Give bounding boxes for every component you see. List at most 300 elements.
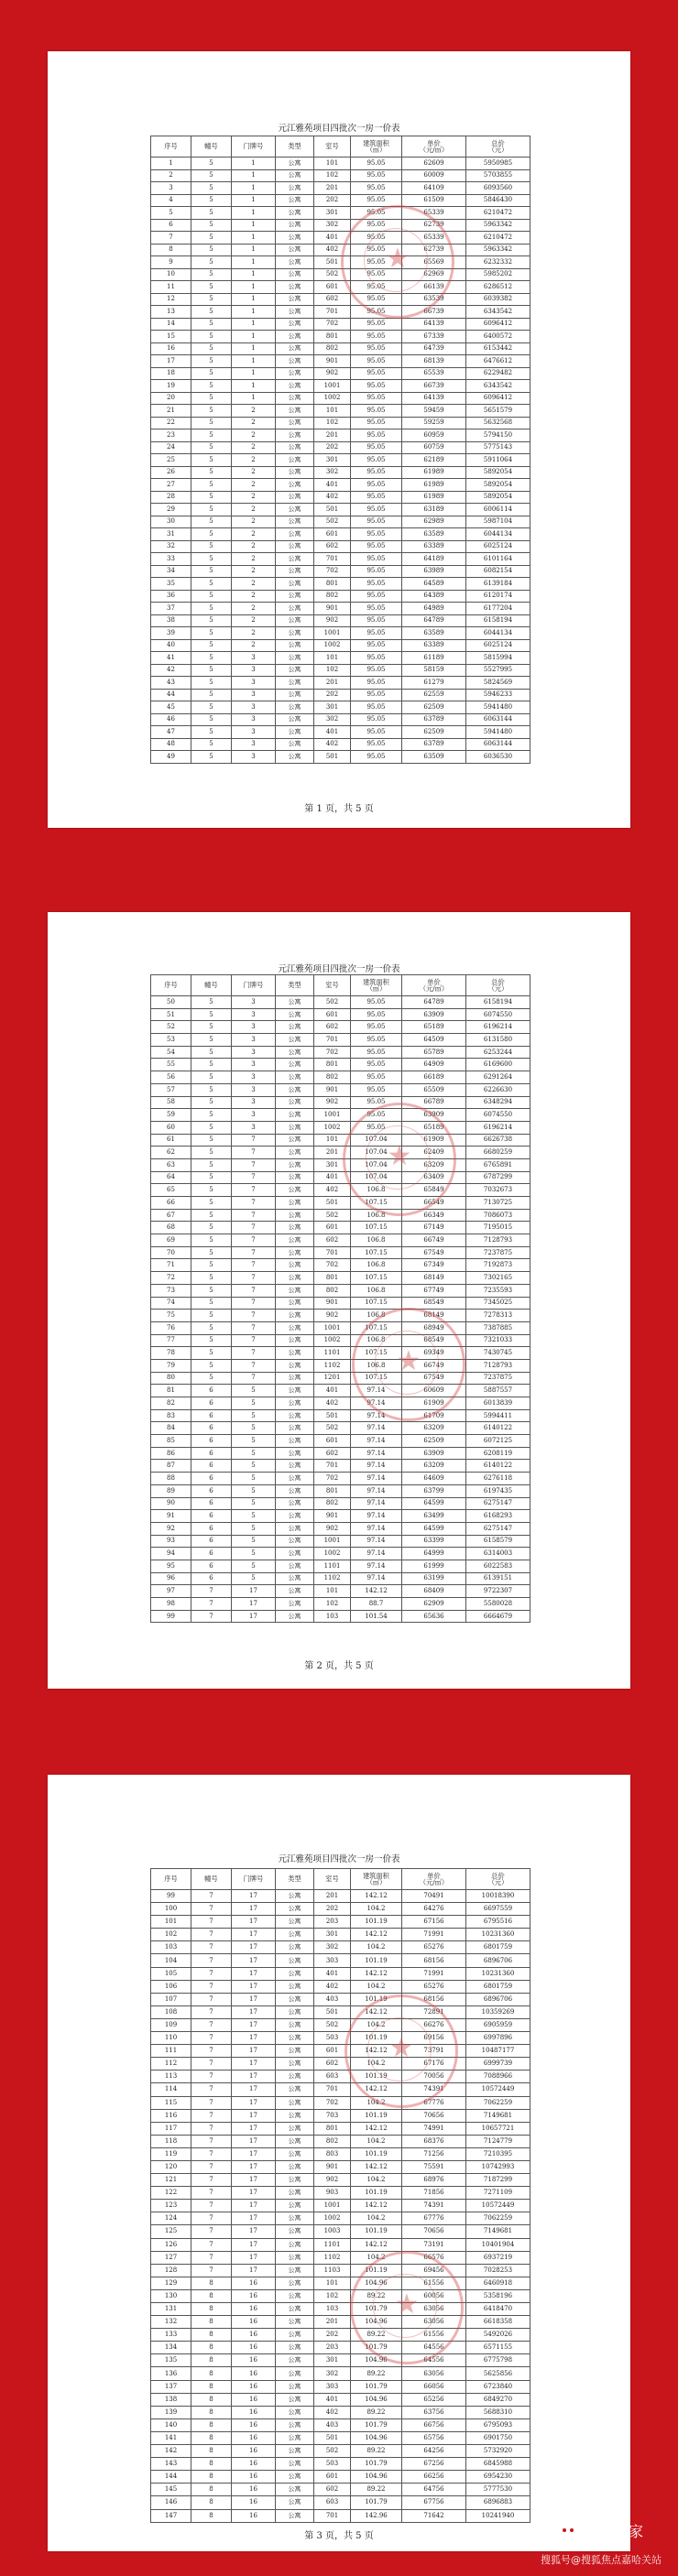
table-cell: 63909 (402, 1109, 466, 1122)
table-cell: 16 (232, 2316, 276, 2329)
official-seal-stamp: ★ (352, 1308, 465, 1421)
table-cell: 801 (314, 578, 351, 591)
table-cell: 7 (191, 2135, 232, 2147)
table-cell: 1103 (314, 2264, 351, 2277)
table-cell: 5775143 (466, 441, 530, 454)
table-cell: 7 (191, 1941, 232, 1954)
table-cell: 7 (191, 1993, 232, 2005)
table-cell: 95.05 (351, 454, 402, 467)
table-row (151, 1347, 530, 1360)
table-cell: 公寓 (276, 2005, 314, 2018)
table-cell: 63589 (402, 627, 466, 640)
table-cell: 502 (314, 2445, 351, 2458)
column-header: 建筑面积 （㎡） (351, 1869, 402, 1890)
table-cell: 101 (314, 1585, 351, 1598)
table-cell: 16 (232, 2471, 276, 2484)
table-cell: 公寓 (276, 2303, 314, 2316)
table-cell: 9 (151, 256, 191, 269)
table-cell: 7 (232, 1171, 276, 1184)
table-cell: 6460918 (466, 2277, 530, 2289)
table-cell: 23 (151, 429, 191, 442)
table-cell: 65849 (402, 1184, 466, 1197)
table-cell: 5777530 (466, 2484, 530, 2496)
table-cell: 66256 (402, 2471, 466, 2484)
table-cell: 5911064 (466, 454, 530, 467)
table-cell: 公寓 (276, 1535, 314, 1548)
table-cell: 95.05 (351, 158, 402, 170)
table-row (151, 454, 530, 467)
column-header: 总价 （元） (466, 1869, 530, 1890)
table-cell: 6074550 (466, 1008, 530, 1021)
table-cell: 6158194 (466, 996, 530, 1009)
table-cell: 公寓 (276, 1497, 314, 1510)
table-cell: 6063144 (466, 738, 530, 751)
table-cell: 101 (151, 1916, 191, 1929)
table-cell: 公寓 (276, 1046, 314, 1059)
table-cell: 5 (191, 194, 232, 207)
table-row (151, 2342, 530, 2354)
table-cell: 95.05 (351, 342, 402, 355)
table-row (151, 1071, 530, 1084)
table-cell: 13 (151, 306, 191, 319)
table-cell: 5688310 (466, 2406, 530, 2418)
table-cell: 104.2 (351, 2135, 402, 2147)
table-row (151, 1497, 530, 1510)
table-cell: 66349 (402, 1209, 466, 1222)
table-cell: 1 (232, 380, 276, 393)
table-cell: 501 (314, 504, 351, 516)
table-cell: 106.8 (351, 1334, 402, 1347)
table-row (151, 1980, 530, 1993)
table-cell: 91 (151, 1510, 191, 1523)
table-cell: 6664679 (466, 1610, 530, 1623)
table-cell: 72 (151, 1272, 191, 1285)
table-cell: 97.14 (351, 1535, 402, 1548)
table-row (151, 1109, 530, 1122)
table-cell: 3 (232, 701, 276, 714)
table-cell: 3 (232, 751, 276, 764)
table-cell: 7128793 (466, 1234, 530, 1247)
table-cell: 65569 (402, 256, 466, 269)
table-cell: 61509 (402, 194, 466, 207)
table-cell: 3 (232, 1083, 276, 1096)
table-row (151, 504, 530, 516)
table-cell: 6845988 (466, 2458, 530, 2471)
table-cell: 5 (191, 244, 232, 256)
table-cell: 7 (232, 1184, 276, 1197)
table-cell: 59259 (402, 417, 466, 429)
table-cell: 7 (232, 1359, 276, 1372)
table-cell: 55 (151, 1059, 191, 1071)
table-cell: 6 (191, 1447, 232, 1460)
table-cell: 40 (151, 639, 191, 652)
table-cell: 公寓 (276, 1510, 314, 1523)
table-cell: 7 (191, 1916, 232, 1929)
table-cell: 3 (232, 1096, 276, 1109)
table-cell: 5 (191, 1234, 232, 1247)
table-cell: 135 (151, 2354, 191, 2367)
table-cell: 107.04 (351, 1147, 402, 1159)
table-cell: 69456 (402, 2264, 466, 2277)
table-cell: 65256 (402, 2393, 466, 2406)
table-cell: 106.8 (351, 1184, 402, 1197)
table-cell: 1001 (314, 1109, 351, 1122)
table-cell: 68949 (402, 1321, 466, 1334)
table-row (151, 2045, 530, 2058)
table-cell: 公寓 (276, 2200, 314, 2212)
table-cell: 5 (191, 466, 232, 479)
table-cell: 16 (232, 2445, 276, 2458)
table-cell: 97.14 (351, 1447, 402, 1460)
table-cell: 10572449 (466, 2200, 530, 2212)
table-cell: 117 (151, 2122, 191, 2135)
table-cell: 8 (191, 2458, 232, 2471)
table-row (151, 1954, 530, 1967)
table-cell: 5 (191, 516, 232, 528)
table-cell: 1 (232, 207, 276, 220)
table-cell: 8 (191, 2277, 232, 2289)
table-cell: 107.15 (351, 1272, 402, 1285)
table-cell: 95.05 (351, 1109, 402, 1122)
table-cell: 公寓 (276, 2264, 314, 2277)
table-row (151, 1008, 530, 1021)
table-cell: 17 (232, 2174, 276, 2187)
table-cell: 89.22 (351, 2445, 402, 2458)
table-cell: 101.19 (351, 2264, 402, 2277)
table-cell: 142 (151, 2445, 191, 2458)
table-row (151, 232, 530, 245)
table-cell: 5815994 (466, 652, 530, 665)
table-cell: 2 (232, 429, 276, 442)
table-cell: 1101 (314, 1347, 351, 1360)
table-row (151, 2032, 530, 2045)
table-cell: 6131580 (466, 1034, 530, 1047)
table-row (151, 553, 530, 566)
table-cell: 103 (151, 1941, 191, 1954)
table-cell: 7 (232, 1234, 276, 1247)
table-cell: 6286512 (466, 281, 530, 294)
table-cell: 95.05 (351, 417, 402, 429)
table-cell: 42 (151, 664, 191, 677)
table-cell: 115 (151, 2096, 191, 2109)
table-header-row (151, 975, 530, 996)
table-cell: 1002 (314, 392, 351, 405)
table-cell: 68149 (402, 1310, 466, 1322)
table-cell: 2 (232, 466, 276, 479)
table-row (151, 219, 530, 232)
table-cell: 6 (191, 1385, 232, 1397)
price-table (150, 974, 530, 1623)
table-cell: 102 (151, 1929, 191, 1941)
table-cell: 5 (191, 1372, 232, 1385)
table-cell: 6 (191, 1460, 232, 1473)
table-row (151, 701, 530, 714)
table-cell: 公寓 (276, 2238, 314, 2251)
table-cell: 5 (191, 664, 232, 677)
table-cell: 801 (314, 1272, 351, 1285)
table-cell: 10487177 (466, 2045, 530, 2058)
table-cell: 402 (314, 1397, 351, 1410)
table-cell: 124 (151, 2212, 191, 2225)
table-cell: 70056 (402, 2071, 466, 2083)
table-cell: 701 (314, 1034, 351, 1047)
table-cell: 66739 (402, 380, 466, 393)
table-cell: 1 (232, 342, 276, 355)
table-cell: 公寓 (276, 528, 314, 541)
table-cell: 5 (191, 590, 232, 603)
table-cell: 6210472 (466, 232, 530, 245)
table-cell: 5 (232, 1522, 276, 1535)
table-cell: 5 (191, 207, 232, 220)
table-cell: 64739 (402, 342, 466, 355)
table-row (151, 2393, 530, 2406)
table-cell: 702 (314, 1259, 351, 1272)
table-cell: 53 (151, 1034, 191, 1047)
table-cell: 公寓 (276, 256, 314, 269)
table-cell: 2 (232, 528, 276, 541)
column-header: 门牌号 (232, 975, 276, 996)
table-cell: 2 (232, 540, 276, 553)
table-cell: 601 (314, 1222, 351, 1234)
table-cell: 公寓 (276, 2277, 314, 2289)
table-cell: 95.05 (351, 751, 402, 764)
table-cell: 1001 (314, 627, 351, 640)
table-cell: 6197435 (466, 1484, 530, 1497)
table-cell: 3 (232, 1109, 276, 1122)
table-cell: 公寓 (276, 1246, 314, 1259)
table-cell: 901 (314, 1297, 351, 1310)
table-cell: 1 (232, 392, 276, 405)
table-header-row (151, 1869, 530, 1890)
table-cell: 5892054 (466, 466, 530, 479)
table-cell: 132 (151, 2316, 191, 2329)
table-cell: 68139 (402, 355, 466, 368)
table-cell: 66276 (402, 2018, 466, 2031)
table-cell: 1001 (314, 1535, 351, 1548)
table-row (151, 1158, 530, 1171)
table-cell: 802 (314, 2135, 351, 2147)
table-cell: 1002 (314, 1121, 351, 1134)
table-cell: 97.14 (351, 1409, 402, 1422)
table-cell: 102 (314, 2289, 351, 2302)
table-cell: 402 (314, 2406, 351, 2418)
table-cell: 公寓 (276, 1903, 314, 1916)
table-cell: 97.14 (351, 1572, 402, 1585)
table-header-row (151, 136, 530, 158)
table-cell: 公寓 (276, 1560, 314, 1572)
table-cell: 5358196 (466, 2289, 530, 2302)
table-cell: 95.05 (351, 639, 402, 652)
wechat-logo-icon (559, 2523, 579, 2539)
table-cell: 公寓 (276, 2484, 314, 2496)
table-cell: 74391 (402, 2200, 466, 2212)
table-row (151, 1409, 530, 1422)
table-cell: 1 (232, 293, 276, 306)
table-cell: 139 (151, 2406, 191, 2418)
table-cell: 17 (232, 2264, 276, 2277)
table-cell: 95.05 (351, 713, 402, 726)
table-cell: 67776 (402, 2212, 466, 2225)
table-cell: 5 (191, 528, 232, 541)
table-cell: 67776 (402, 2096, 466, 2109)
table-cell: 5 (191, 701, 232, 714)
table-row (151, 1460, 530, 1473)
table-cell: 137 (151, 2380, 191, 2393)
table-cell: 1002 (314, 2212, 351, 2225)
table-cell: 136 (151, 2367, 191, 2380)
table-cell: 99 (151, 1890, 191, 1903)
table-cell: 16 (232, 2329, 276, 2342)
table-cell: 6063144 (466, 713, 530, 726)
table-cell: 64589 (402, 578, 466, 591)
table-cell: 5 (232, 1560, 276, 1572)
table-cell: 6177204 (466, 603, 530, 615)
table-cell: 101.19 (351, 2187, 402, 2200)
table-cell: 3 (232, 1008, 276, 1021)
table-row (151, 1473, 530, 1485)
table-cell: 301 (314, 207, 351, 220)
table-cell: 15 (151, 331, 191, 343)
table-cell: 901 (314, 1083, 351, 1096)
table-row (151, 1222, 530, 1234)
table-row (151, 2251, 530, 2264)
table-row (151, 2109, 530, 2122)
table-cell: 141 (151, 2431, 191, 2444)
table-cell: 203 (314, 2342, 351, 2354)
table-row (151, 429, 530, 442)
table-cell: 公寓 (276, 2147, 314, 2160)
table-cell: 101.19 (351, 1993, 402, 2005)
table-cell: 5892054 (466, 479, 530, 492)
table-cell: 61 (151, 1134, 191, 1147)
table-cell: 93 (151, 1535, 191, 1548)
table-cell: 60056 (402, 2289, 466, 2302)
table-cell: 公寓 (276, 553, 314, 566)
table-cell: 公寓 (276, 1385, 314, 1397)
table-cell: 5 (191, 380, 232, 393)
table-cell: 6314003 (466, 1548, 530, 1560)
table-cell: 7 (191, 2109, 232, 2122)
table-cell: 5892054 (466, 491, 530, 504)
table-cell: 133 (151, 2329, 191, 2342)
table-cell: 142.96 (351, 2509, 402, 2522)
table-cell: 35 (151, 578, 191, 591)
table-cell: 7 (191, 2005, 232, 2018)
table-cell: 6787299 (466, 1171, 530, 1184)
table-cell: 17 (232, 2109, 276, 2122)
table-cell: 50 (151, 996, 191, 1009)
table-cell: 6025124 (466, 540, 530, 553)
table-cell: 104.96 (351, 2393, 402, 2406)
table-row (151, 2212, 530, 2225)
table-cell: 2 (232, 516, 276, 528)
table-cell: 7 (191, 1954, 232, 1967)
table-cell: 7192873 (466, 1259, 530, 1272)
table-cell: 5 (232, 1484, 276, 1497)
table-cell: 公寓 (276, 2367, 314, 2380)
table-cell: 902 (314, 614, 351, 627)
table-cell: 公寓 (276, 1941, 314, 1954)
table-cell: 83 (151, 1409, 191, 1422)
table-cell: 501 (314, 2005, 351, 2018)
table-row (151, 1297, 530, 1310)
table-cell: 7 (191, 2225, 232, 2238)
table-cell: 701 (314, 2509, 351, 2522)
table-row (151, 1572, 530, 1585)
table-cell: 61556 (402, 2277, 466, 2289)
table-cell: 64139 (402, 318, 466, 331)
table-cell: 6025124 (466, 639, 530, 652)
table-cell: 公寓 (276, 380, 314, 393)
table-row (151, 182, 530, 195)
table-cell: 5 (191, 256, 232, 269)
table-cell: 131 (151, 2303, 191, 2316)
table-cell: 72891 (402, 2005, 466, 2018)
table-cell: 5 (191, 1297, 232, 1310)
table-cell: 7 (191, 2058, 232, 2071)
table-cell: 6036530 (466, 751, 530, 764)
table-cell: 16 (232, 2354, 276, 2367)
table-cell: 95.05 (351, 479, 402, 492)
table-cell: 公寓 (276, 2445, 314, 2458)
table-cell: 10572449 (466, 2083, 530, 2096)
table-cell: 502 (314, 996, 351, 1009)
table-cell: 公寓 (276, 540, 314, 553)
table-cell: 6275147 (466, 1522, 530, 1535)
table-cell: 公寓 (276, 2058, 314, 2071)
table-cell: 101.54 (351, 1610, 402, 1623)
table-cell: 6697559 (466, 1903, 530, 1916)
table-cell: 16 (232, 2393, 276, 2406)
table-cell: 公寓 (276, 1234, 314, 1247)
table-cell: 5732920 (466, 2445, 530, 2458)
table-cell: 102 (314, 1598, 351, 1611)
table-cell: 502 (314, 2018, 351, 2031)
table-cell: 901 (314, 1510, 351, 1523)
table-row (151, 2406, 530, 2418)
table-cell: 104.2 (351, 2174, 402, 2187)
table-cell: 73191 (402, 2238, 466, 2251)
table-cell: 34 (151, 565, 191, 578)
table-cell: 68549 (402, 1334, 466, 1347)
table-cell: 201 (314, 429, 351, 442)
table-cell: 57 (151, 1083, 191, 1096)
table-row (151, 2496, 530, 2509)
table-cell: 1 (232, 194, 276, 207)
table-cell: 97.14 (351, 1385, 402, 1397)
table-cell: 公寓 (276, 516, 314, 528)
table-cell: 6765891 (466, 1158, 530, 1171)
table-cell: 62189 (402, 454, 466, 467)
table-cell: 公寓 (276, 1259, 314, 1272)
table-cell: 4 (151, 194, 191, 207)
table-cell: 95.05 (351, 701, 402, 714)
table-cell: 102 (314, 664, 351, 677)
table-cell: 2 (232, 417, 276, 429)
table-cell: 48 (151, 738, 191, 751)
table-cell: 5 (191, 281, 232, 294)
table-cell: 501 (314, 1409, 351, 1422)
table-cell: 71856 (402, 2187, 466, 2200)
table-cell: 10231360 (466, 1929, 530, 1941)
table-cell: 63389 (402, 639, 466, 652)
table-cell: 公寓 (276, 194, 314, 207)
table-cell: 2 (232, 627, 276, 640)
table-cell: 602 (314, 293, 351, 306)
table-cell: 公寓 (276, 2187, 314, 2200)
table-cell: 5 (191, 627, 232, 640)
table-cell: 8 (151, 244, 191, 256)
